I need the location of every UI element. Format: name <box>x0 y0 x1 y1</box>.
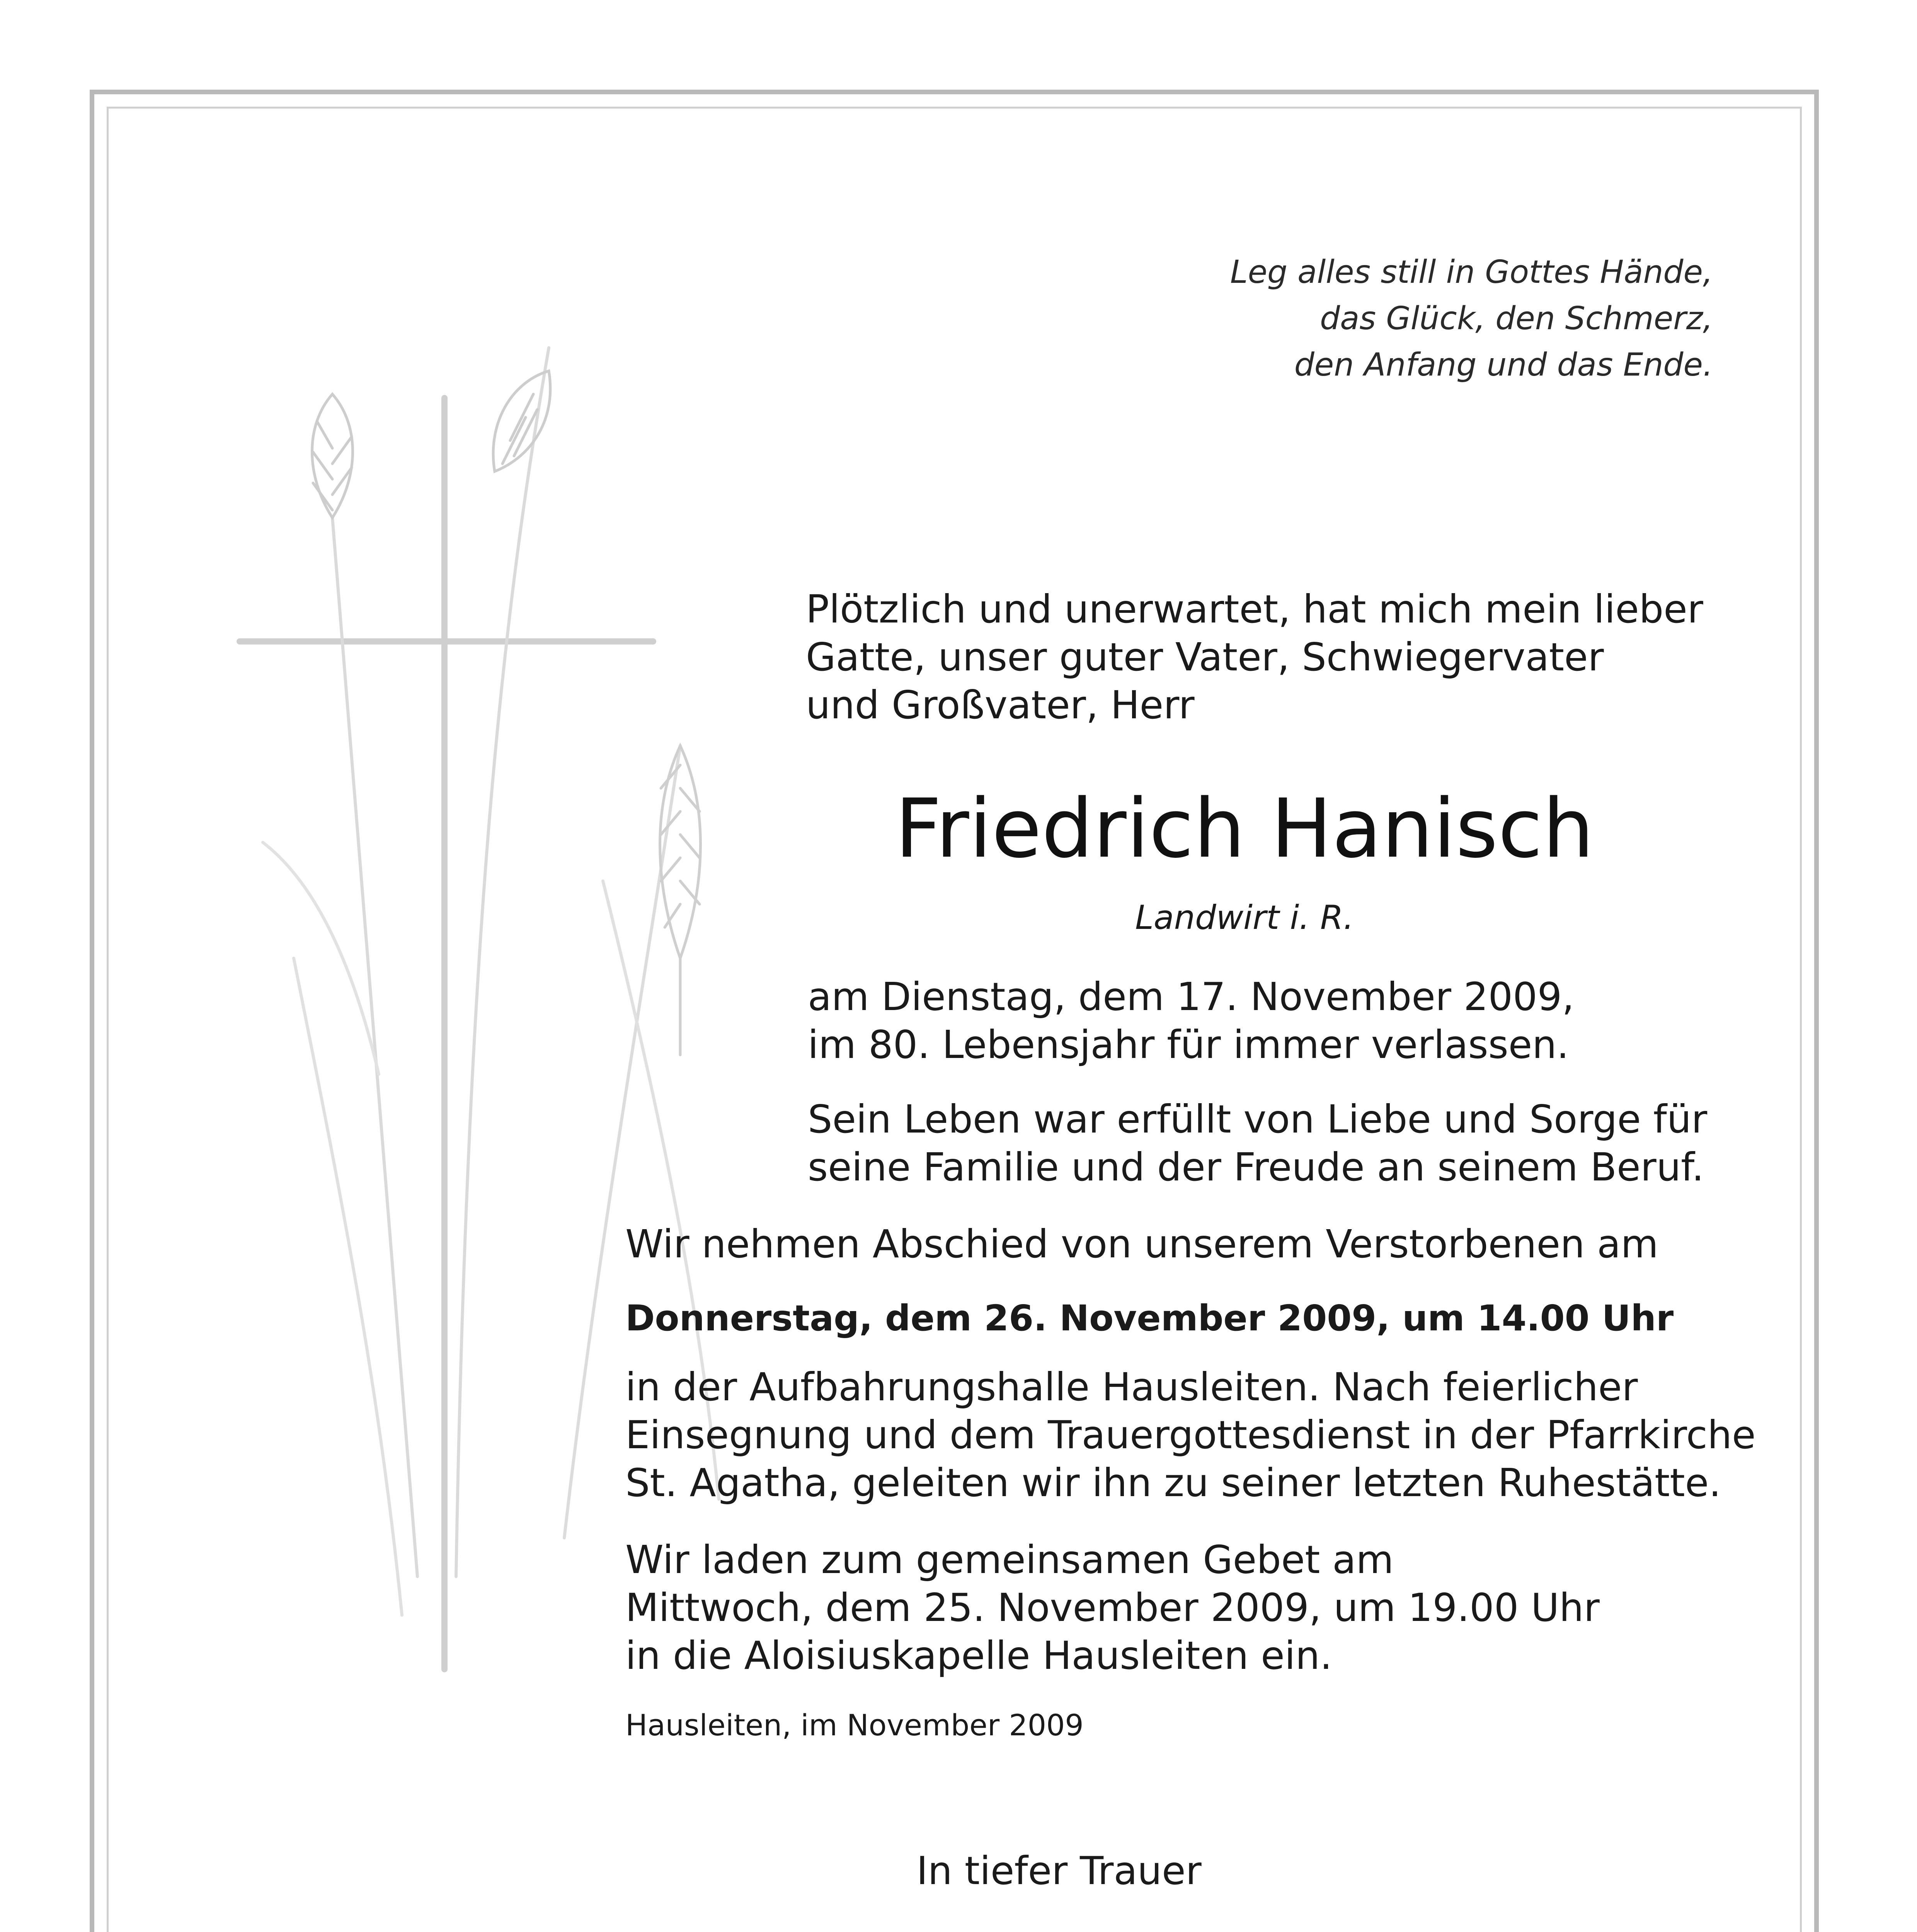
verse-line: Leg alles still in Gottes Hände, <box>1230 254 1713 291</box>
verse <box>785 249 1713 388</box>
mourning-heading: In tiefer Trauer <box>916 1848 1202 1893</box>
ceremony-line: St. Agatha, geleiten wir ihn zu seiner letzten Ruhestätte. <box>625 1460 1721 1505</box>
service-datetime: Donnerstag, dem 26. November 2009, um 14.00 Uhr <box>625 1298 1674 1339</box>
life-line: Sein Leben war erfüllt von Liebe und Sorge für <box>808 1097 1708 1142</box>
wheat-ear-left <box>312 394 353 518</box>
death-date-text <box>808 973 1574 1069</box>
death-line: am Dienstag, dem 17. November 2009, <box>808 974 1575 1019</box>
intro-line: Gatte, unser guter Vater, Schwiegervater <box>806 634 1604 680</box>
prayer-text <box>625 1536 1600 1680</box>
life-line: seine Familie und der Freude an seinem Beruf. <box>808 1145 1704 1190</box>
verse-line: den Anfang und das Ende. <box>1294 347 1713 383</box>
ceremony-line: Einsegnung und dem Trauergottesdienst in der Pfarrkirche <box>625 1412 1756 1458</box>
intro-line: und Großvater, Herr <box>806 682 1195 728</box>
death-line: im 80. Lebensjahr für immer verlassen. <box>808 1022 1569 1067</box>
place-date: Hausleiten, im November 2009 <box>625 1708 1084 1742</box>
prayer-line: Wir laden zum gemeinsamen Gebet am <box>625 1537 1394 1582</box>
deceased-name: Friedrich Hanisch <box>895 781 1594 876</box>
ceremony-line: in der Aufbahrungshalle Hausleiten. Nach feierlicher <box>625 1364 1638 1410</box>
prayer-line: in die Aloisiuskapelle Hausleiten ein. <box>625 1633 1332 1678</box>
life-text <box>808 1095 1707 1191</box>
farewell-line: Wir nehmen Abschied von unserem Verstorbenen am <box>625 1221 1658 1267</box>
deceased-occupation: Landwirt i. R. <box>1135 898 1354 937</box>
prayer-line: Mittwoch, dem 25. November 2009, um 19.00 Uhr <box>625 1585 1600 1630</box>
verse-line: das Glück, den Schmerz, <box>1320 300 1713 337</box>
intro-text <box>806 585 1733 729</box>
intro-line: Plötzlich und unerwartet, hat mich mein lieber <box>806 587 1703 632</box>
farewell-text <box>625 1220 1658 1268</box>
wheat-ear-right <box>660 746 701 1055</box>
ceremony-text <box>625 1363 1756 1507</box>
